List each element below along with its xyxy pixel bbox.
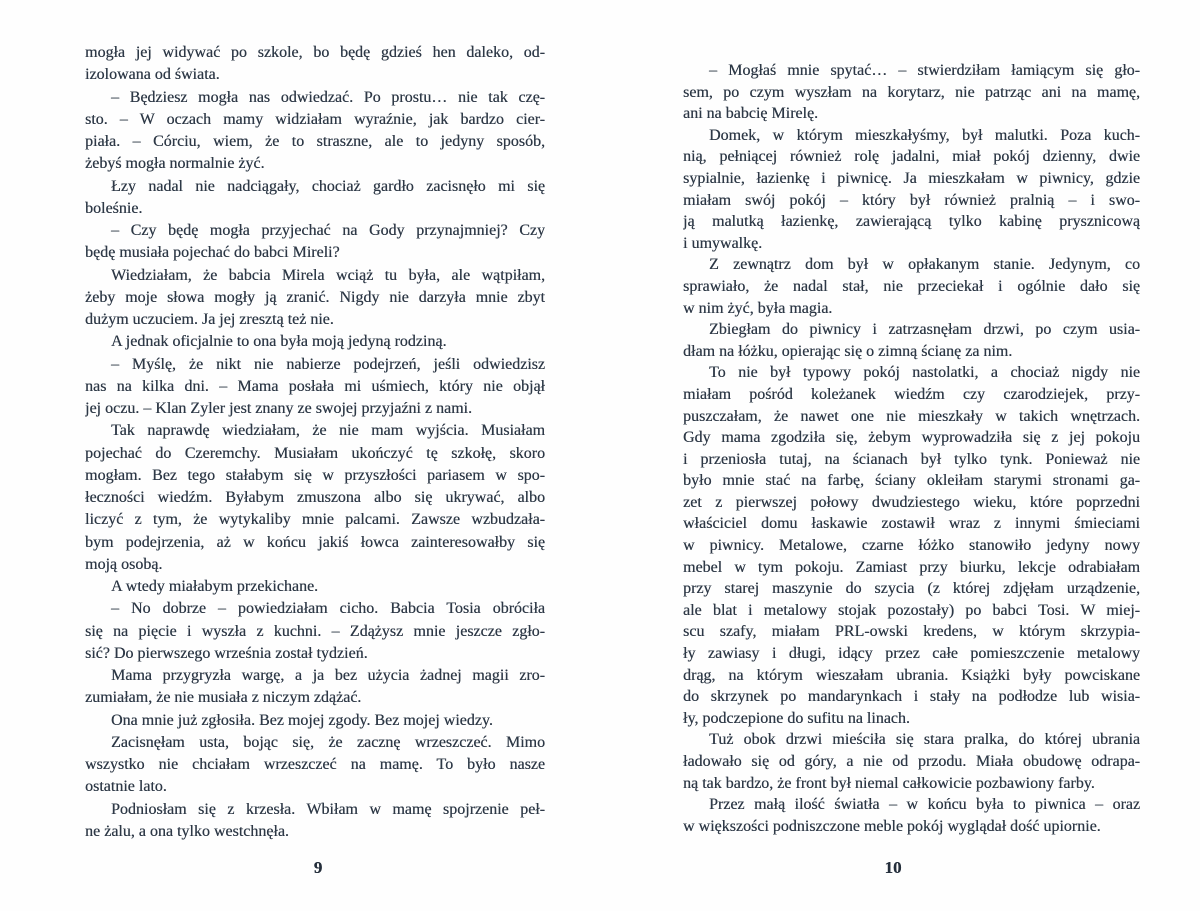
text-line: miałam swój pokój – który był również pralnią – i swo- <box>683 191 1140 209</box>
text-line: pojechać do Czeremchy. Musiałam ukończyć tę szkołę, skoro <box>85 444 545 462</box>
text-line: sem, po czym wyszłam na korytarz, nie patrząc ani na mamę, <box>683 83 1140 101</box>
text-line: w większości podniszczone meble pokój wyglądał dość upiornie. <box>683 817 1101 835</box>
text-line: puszczałam, że nawet one nie mieszkały w takich wnętrzach. <box>683 407 1140 425</box>
page-number-right: 10 <box>884 858 902 877</box>
text-line: jej oczu. – Klan Zyler jest znany ze swojej przyjaźni z nami. <box>85 400 472 417</box>
text-line: Z zewnątrz dom był w opłakanym stanie. Jedynym, co <box>709 256 1140 274</box>
text-line: Przez małą ilość światła – w końcu była to piwnica – oraz <box>709 796 1140 814</box>
text-line: To nie był typowy pokój nastolatki, a chociaż nigdy nie <box>709 364 1140 382</box>
text-line: ną tak bardzo, że front był niemal całkowicie pozbawiony farby. <box>683 774 1095 792</box>
text-line: Zacisnęłam usta, bojąc się, że zacznę wrzeszczeć. Mimo <box>111 733 545 751</box>
text-line: Tak naprawdę wiedziałam, że nie mam wyjścia. Musiałam <box>111 422 545 440</box>
text-line: bym podejrzenia, aż w końcu jakiś łowca zainteresowałby się <box>85 533 545 551</box>
text-line: ostatnie lato. <box>85 778 167 796</box>
text-line: wszystko nie chciałam wrzeszczeć na mamę. To było nasze <box>85 756 545 773</box>
text-line: – No dobrze – powiedziałam cicho. Babcia Tosia obróciła <box>111 600 545 618</box>
text-line: sypialnie, łazienkę i piwnicę. Ja mieszkałam w piwnicy, gdzie <box>683 169 1140 187</box>
text-line: drąg, na którym wieszałam ubrania. Książki były powciskane <box>683 666 1140 684</box>
text-line: Mama przygryzła wargę, a ja bez użycia żadnej magii zro- <box>111 667 545 684</box>
page-right-text <box>683 60 1140 837</box>
text-line: ły zawiasy i długi, idący przez całe pomieszczenie metalowy <box>683 645 1140 663</box>
page-left-text <box>85 42 545 843</box>
text-line: dużym uczuciem. Ja jej zresztą też nie. <box>85 311 334 328</box>
text-line: – Czy będę mogła przyjechać na Gody przynajmniej? Czy <box>111 222 545 239</box>
text-line: przy starej maszynie do szycia (z której zdjęłam urządzenie, <box>683 580 1140 598</box>
text-line: nią, pełniącej również rolę jadalni, miał pokój dzienny, dwie <box>683 148 1140 166</box>
text-line: boleśnie. <box>85 199 143 217</box>
text-line: Domek, w którym mieszkałyśmy, był malutki. Poza kuch- <box>709 126 1140 144</box>
text-line: ani na babcię Mirelę. <box>683 105 819 123</box>
text-line: i przeniosła tutaj, na ścianach był tylko tynk. Ponieważ nie <box>683 450 1140 468</box>
text-line: moją osobą. <box>85 555 163 573</box>
text-line: Gdy mama zgodziła się, żebym wyprowadziła się z jej pokoju <box>683 429 1140 447</box>
text-line: ją malutką łazienkę, zawierającą tylko kabinę prysznicową <box>683 213 1140 231</box>
text-line: – Mogłaś mnie spytać… – stwierdziłam łamiącym się gło- <box>709 62 1140 79</box>
text-line: – Myślę, że nikt nie nabierze podejrzeń, jeśli odwiedzisz <box>111 355 545 373</box>
text-line: zet z pierwszej połowy dwudziestego wieku, które poprzedni <box>683 493 1140 511</box>
text-line: Tuż obok drzwi mieściła się stara pralka, do której ubrania <box>709 731 1140 749</box>
text-line: Zbiegłam do piwnicy i zatrzasnęłam drzwi, po czym usia- <box>709 321 1140 339</box>
text-line: ładowało się od góry, a nie od przodu. Miała obudowę odrapa- <box>683 753 1140 770</box>
text-line: sto. – W oczach mamy widziałam wyraźnie, jak bardzo cier- <box>85 110 545 128</box>
text-line: scu szafy, miałam PRL-owski kredens, w którym skrzypia- <box>683 623 1140 641</box>
text-line: A wtedy miałabym przekichane. <box>111 578 319 595</box>
text-line: w piwnicy. Metalowe, czarne łóżko stanowiło jedyny nowy <box>683 537 1140 555</box>
text-line: dłam na łóżku, opierając się o zimną ścianę za nim. <box>683 342 1013 360</box>
text-line: miałam pośród koleżanek wiedźm czy czarodziejek, przy- <box>683 385 1140 403</box>
text-line: ale blat i metalowy stojak pozostały) po babci Tosi. W miej- <box>683 601 1140 619</box>
text-line: – Będziesz mogła nas odwiedzać. Po prostu… nie tak czę- <box>111 88 545 106</box>
text-line: Podniosłam się z krzesła. Wbiłam w mamę spojrzenie peł- <box>111 800 545 818</box>
text-line: w nim żyć, była magia. <box>683 299 833 317</box>
text-line: mogła jej widywać po szkole, bo będę gdzieś hen daleko, od- <box>85 44 545 61</box>
text-line: piała. – Córciu, wiem, że to straszne, ale to jedyny sposób, <box>85 133 545 150</box>
text-line: do skrzynek po mandarynkach i stały na podłodze lub wisia- <box>683 688 1140 706</box>
text-line: A jednak oficjalnie to ona była moją jedyną rodziną. <box>111 333 447 351</box>
text-line: Ona mnie już zgłosiła. Bez mojej zgody. Bez mojej wiedzy. <box>111 711 493 729</box>
text-line: zumiałam, że nie musiała z niczym zdążać. <box>85 689 362 707</box>
text-line: będę musiała pojechać do babci Mireli? <box>85 244 340 262</box>
text-line: ły, podczepione do sufitu na linach. <box>683 709 910 727</box>
text-line: żebyś mogła normalnie żyć. <box>85 155 265 173</box>
text-line: nas na kilka dni. – Mama posłała mi uśmiech, który nie objął <box>85 377 545 395</box>
text-line: mogłam. Bez tego stałabym się w przyszłości pariasem w spo- <box>85 466 545 484</box>
text-line: właściciel domu łaskawie zostawił wraz z innymi śmieciami <box>683 515 1140 533</box>
text-line: liczyć z tym, że wytykaliby mnie palcami. Zawsze wzbudzała- <box>85 511 545 529</box>
text-line: sić? Do pierwszego września został tydzień. <box>85 644 368 662</box>
text-line: żeby moje słowa mogły ją zranić. Nigdy nie darzyła mnie zbyt <box>85 288 545 306</box>
text-line: się na pięcie i wyszła z kuchni. – Zdążysz mnie jeszcze zgło- <box>85 622 545 640</box>
text-line: izolowana od świata. <box>85 66 220 84</box>
text-line: i umywalkę. <box>683 234 763 252</box>
text-line: Wiedziałam, że babcia Mirela wciąż tu była, ale wątpiłam, <box>111 266 545 284</box>
text-line: było mnie stać na farbę, ściany okleiłam starymi stronami ga- <box>683 472 1140 490</box>
text-line: mebel w tym pokoju. Zamiast przy biurku, lekcje odrabiałam <box>683 558 1140 576</box>
text-line: łeczności wiedźm. Byłabym zmuszona albo się ukrywać, albo <box>85 489 545 506</box>
text-line: Łzy nadal nie nadciągały, chociaż gardło zacisnęło mi się <box>111 177 545 195</box>
page-number-left: 9 <box>313 858 323 877</box>
text-line: ne żalu, a ona tylko westchnęła. <box>85 822 289 840</box>
text-line: sprawiało, że nadal stał, nie przeciekał i ogólnie dało się <box>683 277 1140 295</box>
